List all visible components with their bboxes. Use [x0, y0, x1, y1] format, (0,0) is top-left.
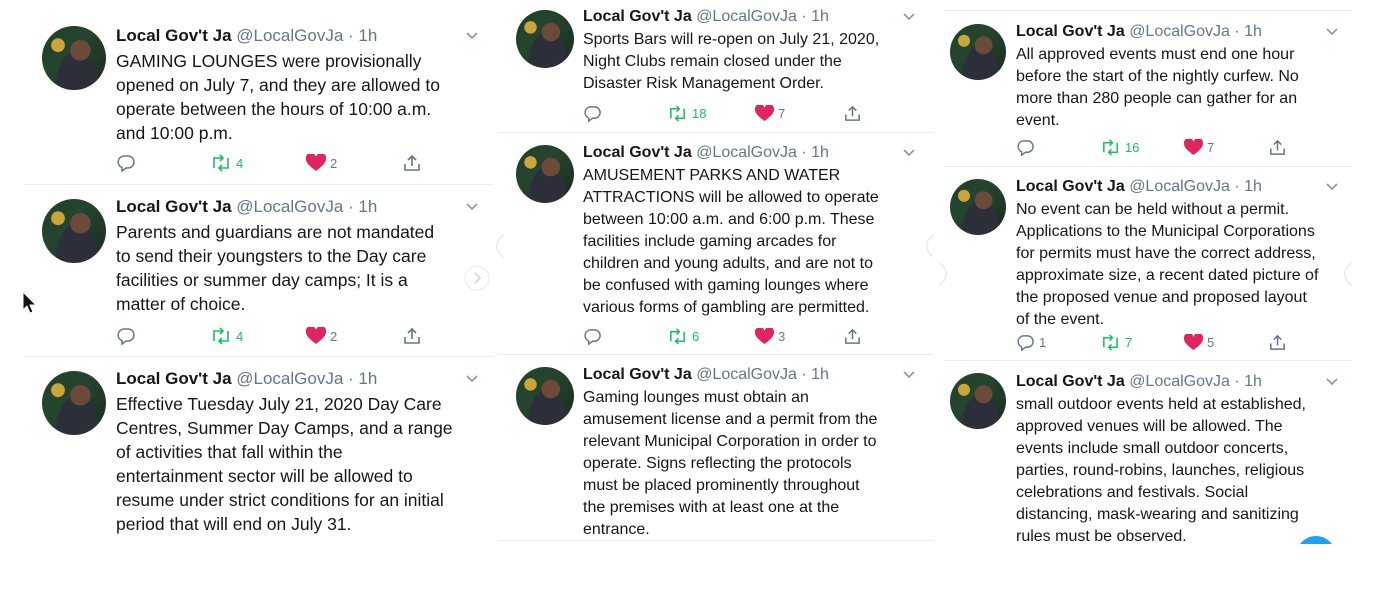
retweet-button[interactable]: [210, 325, 243, 347]
share-icon: [843, 327, 862, 346]
like-button[interactable]: [755, 102, 785, 124]
retweet-icon: [1100, 138, 1121, 157]
retweet-button[interactable]: [1100, 331, 1132, 353]
like-button[interactable]: [306, 152, 337, 174]
tweet[interactable]: [944, 166, 1352, 361]
like-button[interactable]: [1184, 331, 1214, 353]
share-icon: [402, 326, 422, 346]
author-name[interactable]: Local Gov't Ja: [1016, 373, 1125, 390]
tweet-header: Local Gov't Ja @LocalGovJa · 1h: [1016, 23, 1262, 40]
like-button[interactable]: [1184, 136, 1214, 158]
heart-icon: [755, 105, 774, 122]
retweet-button[interactable]: [210, 152, 243, 174]
tweet-header: Local Gov't Ja @LocalGovJa · 1h: [1016, 373, 1262, 390]
tweet[interactable]: [944, 10, 1352, 166]
tweet[interactable]: [498, 132, 932, 355]
share-button[interactable]: [843, 102, 862, 124]
tweet-text: small outdoor events held at established, approved venues will be allowed. The events include small outdoor concerts, parties, round-robins, launches, religious celebrations and festivals. Social distancing, mask-wearing and sanitizing rules must be observed.: [1016, 396, 1306, 545]
reply-icon: [116, 153, 136, 173]
author-name[interactable]: Local Gov't Ja: [583, 366, 692, 383]
reply-button[interactable]: [116, 152, 140, 174]
reply-button[interactable]: [1016, 136, 1039, 158]
tweet-time[interactable]: 1h: [1244, 373, 1262, 390]
retweet-icon: [210, 153, 232, 173]
chevron-down-icon[interactable]: [902, 12, 916, 22]
tweet-header: Local Gov't Ja @LocalGovJa · 1h: [116, 197, 378, 216]
avatar[interactable]: [950, 373, 1006, 429]
reply-count: 1: [1039, 334, 1047, 350]
author-name[interactable]: Local Gov't Ja: [1016, 178, 1125, 195]
retweet-icon: [667, 327, 688, 346]
chevron-down-icon[interactable]: [1325, 27, 1339, 37]
tweet[interactable]: [24, 356, 492, 547]
heart-icon: [306, 154, 326, 172]
share-button[interactable]: [402, 325, 422, 347]
tweet-time[interactable]: 1h: [1244, 23, 1262, 40]
author-handle[interactable]: @LocalGovJa: [1129, 178, 1230, 195]
tweet-actions: [116, 325, 436, 347]
heart-icon: [306, 327, 326, 345]
author-name[interactable]: Local Gov't Ja: [116, 26, 232, 45]
tweet-text: AMUSEMENT PARKS AND WATER ATTRACTIONS will be allowed to operate between 10:00 a.m. and 6:00 p.m. These facilities include gaming arcades for children and young adults, and are not to be confused with gaming lounges where various forms of gambling are permitted.: [583, 167, 879, 316]
tweet-text: Gaming lounges must obtain an amusement license and a permit from the relevant Municipal Corporation in order to operate. Signs reflecting the protocols must be placed prominently throughout the premises with at least one at the entrance.: [583, 389, 878, 538]
tweet-actions: [583, 325, 873, 347]
share-button[interactable]: [843, 325, 862, 347]
share-button[interactable]: [1268, 331, 1287, 353]
tweet-header: Local Gov't Ja @LocalGovJa · 1h: [583, 366, 829, 383]
tweet-text: GAMING LOUNGES were provisionally opened on July 7, and they are allowed to operate between the hours of 10:00 a.m. and 10:00 p.m.: [116, 51, 440, 143]
retweet-count: 16: [1125, 139, 1140, 155]
carousel-next-icon[interactable]: [938, 262, 948, 286]
author-handle[interactable]: @LocalGovJa: [1129, 373, 1230, 390]
avatar[interactable]: [42, 371, 106, 435]
retweet-icon: [210, 326, 232, 346]
retweet-button[interactable]: [667, 325, 699, 347]
compose-button[interactable]: [1296, 536, 1336, 544]
reply-icon: [1016, 333, 1035, 352]
reply-button[interactable]: [583, 325, 606, 347]
retweet-count: 18: [692, 105, 707, 121]
retweet-count: 4: [236, 155, 244, 171]
tweet-time[interactable]: 1h: [358, 369, 378, 388]
share-icon: [1268, 333, 1287, 352]
avatar[interactable]: [950, 24, 1006, 80]
tweet-header: Local Gov't Ja @LocalGovJa · 1h: [116, 369, 378, 388]
tweet-time[interactable]: 1h: [811, 366, 829, 383]
chevron-down-icon[interactable]: [902, 148, 916, 158]
avatar[interactable]: [42, 199, 106, 263]
tweet-text: Effective Tuesday July 21, 2020 Day Care Centres, Summer Day Camps, and a range of activities that fall within the entertainment sector will be allowed to resume under strict conditions for an initial period that will end on July 31.: [116, 394, 453, 534]
like-count: 2: [330, 328, 338, 344]
like-button[interactable]: [755, 325, 785, 347]
author-name[interactable]: Local Gov't Ja: [1016, 23, 1125, 40]
like-count: 3: [778, 328, 786, 344]
avatar[interactable]: [42, 26, 106, 90]
retweet-button[interactable]: [1100, 136, 1139, 158]
tweet[interactable]: [498, 0, 932, 132]
tweet-actions: [116, 152, 436, 174]
reply-icon: [1016, 138, 1035, 157]
author-name[interactable]: Local Gov't Ja: [583, 8, 692, 25]
reply-button[interactable]: [583, 102, 606, 124]
tweet[interactable]: [498, 354, 932, 541]
like-count: 2: [330, 155, 338, 171]
like-button[interactable]: [306, 325, 337, 347]
author-handle[interactable]: @LocalGovJa: [236, 26, 344, 45]
carousel-prev-icon[interactable]: [494, 234, 506, 258]
retweet-icon: [1100, 333, 1121, 352]
tweet[interactable]: [944, 360, 1352, 547]
author-name[interactable]: Local Gov't Ja: [583, 144, 692, 161]
chevron-down-icon[interactable]: [465, 202, 479, 212]
chevron-down-icon[interactable]: [1325, 182, 1339, 192]
tweet-actions: [583, 102, 873, 124]
author-name[interactable]: Local Gov't Ja: [116, 369, 232, 388]
retweet-icon: [667, 104, 688, 123]
avatar[interactable]: [516, 10, 574, 68]
tweet-time[interactable]: 1h: [811, 8, 829, 25]
tweet-actions: [1016, 136, 1306, 158]
carousel-next-icon[interactable]: [1340, 262, 1354, 286]
avatar[interactable]: [516, 145, 574, 203]
like-count: 5: [1207, 334, 1215, 350]
retweet-count: 7: [1125, 334, 1133, 350]
chevron-down-icon[interactable]: [465, 31, 479, 41]
tweet-time[interactable]: 1h: [358, 26, 378, 45]
tweet-text: No event can be held without a permit. Applications to the Municipal Corporations for permits must have the correct address, approximate size, a recent dated picture of the proposed venue and proposed layout of the event.: [1016, 201, 1319, 328]
mouse-cursor-icon: [22, 291, 38, 315]
tweet-header: Local Gov't Ja @LocalGovJa · 1h: [583, 8, 829, 25]
share-button[interactable]: [1268, 136, 1287, 158]
tweet-time[interactable]: 1h: [358, 197, 378, 216]
author-handle[interactable]: @LocalGovJa: [1129, 23, 1230, 40]
share-icon: [1268, 138, 1287, 157]
share-icon: [402, 153, 422, 173]
chevron-down-icon[interactable]: [1325, 377, 1339, 387]
tweet-time[interactable]: 1h: [1244, 178, 1262, 195]
tweet-actions: [1016, 331, 1306, 353]
avatar[interactable]: [516, 367, 574, 425]
tweet-text: Parents and guardians are not mandated to send their youngsters to the Day care facilities or summer day camps; It is a matter of choice.: [116, 222, 435, 314]
carousel-next-icon[interactable]: [464, 265, 490, 291]
chevron-down-icon[interactable]: [465, 374, 479, 384]
author-handle[interactable]: @LocalGovJa: [696, 144, 797, 161]
tweet-text: All approved events must end one hour before the start of the nightly curfew. No more than 280 people can gather for an event.: [1016, 46, 1299, 129]
avatar[interactable]: [950, 179, 1006, 235]
tweet-header: Local Gov't Ja @LocalGovJa · 1h: [116, 26, 378, 45]
author-handle[interactable]: @LocalGovJa: [236, 197, 344, 216]
reply-icon: [583, 327, 602, 346]
retweet-button[interactable]: [667, 102, 706, 124]
author-handle[interactable]: @LocalGovJa: [696, 8, 797, 25]
heart-icon: [1184, 334, 1203, 351]
carousel-prev-icon[interactable]: [924, 234, 936, 258]
tweet-header: Local Gov't Ja @LocalGovJa · 1h: [1016, 178, 1262, 195]
tweet-time[interactable]: 1h: [811, 144, 829, 161]
retweet-count: 4: [236, 328, 244, 344]
tweet[interactable]: [24, 184, 492, 357]
chevron-down-icon[interactable]: [902, 370, 916, 380]
like-count: 7: [778, 105, 786, 121]
reply-icon: [583, 104, 602, 123]
tweet-header: Local Gov't Ja @LocalGovJa · 1h: [583, 144, 829, 161]
author-name[interactable]: Local Gov't Ja: [116, 197, 232, 216]
retweet-count: 6: [692, 328, 700, 344]
heart-icon: [755, 328, 774, 345]
reply-button[interactable]: [116, 325, 140, 347]
author-handle[interactable]: @LocalGovJa: [696, 366, 797, 383]
reply-button[interactable]: [1016, 331, 1046, 353]
author-handle[interactable]: @LocalGovJa: [236, 369, 344, 388]
tweet-text: Sports Bars will re-open on July 21, 2020, Night Clubs remain closed under the Disaster Risk Management Order.: [583, 31, 880, 92]
heart-icon: [1184, 139, 1203, 156]
share-icon: [843, 104, 862, 123]
reply-icon: [116, 326, 136, 346]
like-count: 7: [1207, 139, 1215, 155]
share-button[interactable]: [402, 152, 422, 174]
tweet[interactable]: [24, 0, 492, 184]
